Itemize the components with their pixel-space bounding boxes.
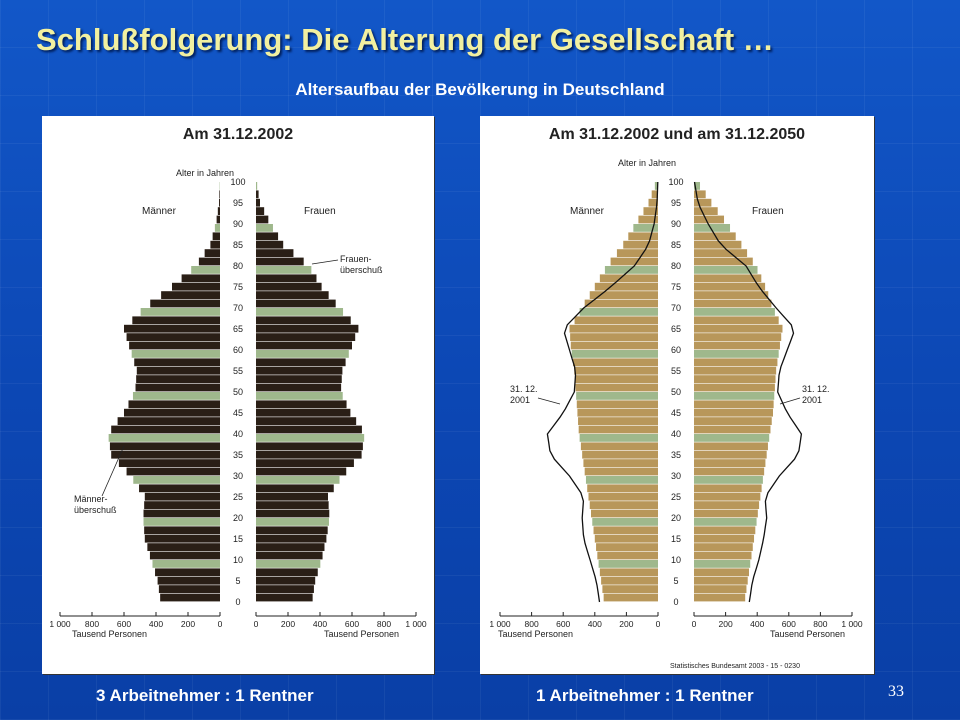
bar-women-age-52 bbox=[694, 375, 776, 383]
bar-women-age-14 bbox=[694, 535, 754, 543]
ratio-2050: 1 Arbeitnehmer : 1 Rentner bbox=[536, 686, 754, 705]
bar-men-age-18 bbox=[592, 518, 658, 526]
bar-women-age-10 bbox=[694, 552, 752, 560]
age-tick-85: 85 bbox=[670, 240, 682, 250]
x-tick-label-left: 1 000 bbox=[489, 619, 511, 629]
bar-men-age-90 bbox=[217, 216, 220, 224]
x-unit-right: Tausend Personen bbox=[324, 629, 400, 639]
x-tick-label-left: 1 000 bbox=[49, 619, 71, 629]
age-tick-25: 25 bbox=[670, 492, 682, 502]
bar-men-age-38 bbox=[109, 434, 220, 442]
x-tick-label-left: 400 bbox=[148, 619, 164, 629]
x-tick-label-left: 200 bbox=[180, 619, 196, 629]
x-tick-label-right: 200 bbox=[280, 619, 296, 629]
bar-women-age-58 bbox=[256, 350, 349, 358]
age-tick-85: 85 bbox=[232, 240, 244, 250]
bar-men-age-40 bbox=[111, 426, 220, 434]
bar-women-age-74 bbox=[256, 283, 322, 291]
bar-women-age-52 bbox=[256, 375, 342, 383]
x-tick-label-right: 600 bbox=[344, 619, 360, 629]
bar-men-age-18 bbox=[144, 518, 220, 526]
outline-label-right-2: 2001 bbox=[802, 395, 823, 405]
x-unit-right: Tausend Personen bbox=[770, 629, 846, 639]
bar-men-age-28 bbox=[133, 476, 220, 484]
bar-men-age-4 bbox=[601, 577, 658, 585]
men-label: Männer bbox=[142, 206, 176, 217]
bar-women-age-40 bbox=[694, 426, 770, 434]
outline-label-left-2: 2001 bbox=[510, 395, 531, 405]
bar-men-age-10 bbox=[597, 552, 658, 560]
bar-women-age-30 bbox=[694, 468, 764, 476]
bar-women-age-90 bbox=[256, 216, 268, 224]
x-tick-label-right: 200 bbox=[718, 619, 733, 629]
bar-women-age-28 bbox=[256, 476, 340, 484]
age-tick-80: 80 bbox=[232, 261, 244, 271]
bar-men-age-80 bbox=[199, 258, 220, 266]
bar-men-age-24 bbox=[588, 493, 658, 501]
x-unit-left: Tausend Personen bbox=[498, 629, 574, 639]
x-tick-label-left: 0 bbox=[217, 619, 223, 629]
bar-men-age-4 bbox=[158, 577, 220, 585]
bar-women-age-12 bbox=[256, 543, 324, 551]
bar-women-age-54 bbox=[694, 367, 776, 375]
bar-men-age-34 bbox=[111, 451, 220, 459]
women-label: Frauen bbox=[752, 206, 784, 217]
bar-women-age-90 bbox=[694, 216, 724, 224]
bar-men-age-82 bbox=[205, 249, 220, 257]
male-surplus-label-1: Männer- bbox=[74, 494, 108, 504]
bar-women-age-68 bbox=[694, 308, 775, 316]
age-tick-10: 10 bbox=[232, 555, 244, 565]
page-number: 33 bbox=[888, 683, 904, 700]
bar-men-age-42 bbox=[578, 417, 658, 425]
bar-men-age-16 bbox=[144, 526, 220, 534]
bar-men-age-28 bbox=[586, 476, 658, 484]
bar-women-age-22 bbox=[256, 501, 329, 509]
bar-men-age-52 bbox=[136, 375, 220, 383]
bar-women-age-54 bbox=[256, 367, 342, 375]
bar-women-age-38 bbox=[694, 434, 769, 442]
age-tick-60: 60 bbox=[670, 345, 682, 355]
x-tick-label-left: 0 bbox=[655, 619, 661, 629]
bar-men-age-48 bbox=[576, 392, 658, 400]
bar-men-age-2 bbox=[159, 585, 220, 593]
bar-women-age-2 bbox=[256, 585, 314, 593]
pyramid-2002-heading: Am 31.12.2002 bbox=[182, 126, 294, 143]
bar-women-age-28 bbox=[694, 476, 763, 484]
bar-men-age-70 bbox=[150, 300, 220, 308]
bar-men-age-62 bbox=[127, 333, 220, 341]
bar-men-age-12 bbox=[596, 543, 658, 551]
bar-women-age-86 bbox=[694, 232, 736, 240]
bar-women-age-72 bbox=[694, 291, 768, 299]
pyramid-2050-heading: Am 31.12.2002 und am 31.12.2050 bbox=[548, 126, 806, 143]
age-tick-70: 70 bbox=[232, 303, 244, 313]
bar-women-age-42 bbox=[694, 417, 772, 425]
age-tick-100: 100 bbox=[668, 177, 684, 187]
bar-men-age-96 bbox=[219, 190, 220, 198]
bar-women-age-32 bbox=[256, 459, 354, 467]
bar-men-age-74 bbox=[595, 283, 658, 291]
bar-men-age-20 bbox=[144, 510, 220, 518]
bar-men-age-14 bbox=[595, 535, 658, 543]
female-surplus-label-1: Frauen- bbox=[340, 254, 372, 264]
bar-women-age-8 bbox=[256, 560, 320, 568]
ratio-2002: 3 Arbeitnehmer : 1 Rentner bbox=[96, 686, 314, 705]
x-tick-label-right: 800 bbox=[376, 619, 392, 629]
bar-women-age-4 bbox=[694, 577, 748, 585]
y-axis-label: Alter in Jahren bbox=[617, 158, 676, 168]
bar-men-age-44 bbox=[124, 409, 220, 417]
bar-men-age-72 bbox=[161, 291, 220, 299]
age-tick-75: 75 bbox=[232, 282, 244, 292]
female-surplus-pointer bbox=[312, 260, 338, 264]
bar-women-age-92 bbox=[256, 207, 264, 215]
age-tick-95: 95 bbox=[670, 198, 682, 208]
bar-women-age-56 bbox=[256, 358, 346, 366]
bar-men-age-44 bbox=[577, 409, 658, 417]
bar-men-age-32 bbox=[583, 459, 658, 467]
bar-women-age-60 bbox=[694, 342, 780, 350]
x-tick-label-right: 1 000 bbox=[841, 619, 863, 629]
bar-men-age-14 bbox=[145, 535, 220, 543]
bar-men-age-58 bbox=[572, 350, 658, 358]
bar-men-age-2 bbox=[602, 585, 658, 593]
bar-men-age-38 bbox=[580, 434, 658, 442]
bar-men-age-76 bbox=[182, 274, 220, 282]
x-tick-label-right: 0 bbox=[691, 619, 697, 629]
age-tick-55: 55 bbox=[232, 366, 244, 376]
bar-men-age-66 bbox=[132, 316, 220, 324]
bar-women-age-34 bbox=[256, 451, 362, 459]
bar-men-age-64 bbox=[124, 325, 220, 333]
bar-men-age-50 bbox=[136, 384, 220, 392]
bar-men-age-26 bbox=[139, 484, 220, 492]
bar-men-age-86 bbox=[213, 232, 220, 240]
bar-men-age-70 bbox=[585, 300, 658, 308]
bar-men-age-16 bbox=[594, 526, 658, 534]
bar-men-age-68 bbox=[141, 308, 220, 316]
bar-women-age-32 bbox=[694, 459, 765, 467]
bar-men-age-42 bbox=[118, 417, 220, 425]
bar-women-age-88 bbox=[256, 224, 273, 232]
x-tick-label-right: 1 000 bbox=[405, 619, 427, 629]
bar-men-age-36 bbox=[581, 442, 658, 450]
bar-men-age-32 bbox=[119, 459, 220, 467]
bar-women-age-82 bbox=[256, 249, 293, 257]
bar-men-age-56 bbox=[573, 358, 658, 366]
bar-women-age-68 bbox=[256, 308, 343, 316]
bar-women-age-26 bbox=[694, 484, 762, 492]
age-tick-5: 5 bbox=[235, 576, 241, 586]
bar-men-age-40 bbox=[579, 426, 658, 434]
bar-women-age-24 bbox=[694, 493, 760, 501]
pyramid-2002-panel bbox=[42, 116, 434, 674]
age-tick-40: 40 bbox=[670, 429, 682, 439]
source-note: Statistisches Bundesamt 2003 - 15 - 0230 bbox=[670, 663, 800, 670]
bar-men-age-0 bbox=[160, 594, 220, 602]
bar-women-age-6 bbox=[694, 568, 749, 576]
bar-women-age-84 bbox=[694, 241, 741, 249]
bar-men-age-66 bbox=[575, 316, 658, 324]
bar-women-age-86 bbox=[256, 232, 278, 240]
bar-men-age-56 bbox=[134, 358, 220, 366]
bar-women-age-48 bbox=[694, 392, 774, 400]
outline-label-left-1: 31. 12. bbox=[510, 384, 538, 394]
bar-women-age-40 bbox=[256, 426, 362, 434]
bar-women-age-62 bbox=[256, 333, 355, 341]
age-tick-70: 70 bbox=[670, 303, 682, 313]
bar-women-age-10 bbox=[256, 552, 323, 560]
bar-women-age-64 bbox=[256, 325, 358, 333]
bar-women-age-92 bbox=[694, 207, 718, 215]
bar-men-age-20 bbox=[591, 510, 658, 518]
bar-men-age-50 bbox=[576, 384, 658, 392]
pyramid-2050-svg bbox=[480, 116, 874, 674]
bar-men-age-22 bbox=[590, 501, 658, 509]
bar-women-age-30 bbox=[256, 468, 346, 476]
bar-women-age-44 bbox=[694, 409, 773, 417]
bar-women-age-6 bbox=[256, 568, 318, 576]
female-surplus-label-2: überschuß bbox=[340, 265, 383, 275]
age-tick-90: 90 bbox=[670, 219, 682, 229]
x-tick-label-left: 600 bbox=[116, 619, 132, 629]
age-tick-15: 15 bbox=[232, 534, 244, 544]
bar-men-age-58 bbox=[132, 350, 220, 358]
bar-women-age-82 bbox=[694, 249, 747, 257]
bar-women-age-24 bbox=[256, 493, 328, 501]
bar-men-age-54 bbox=[137, 367, 220, 375]
bar-women-age-96 bbox=[256, 190, 259, 198]
x-tick-label-left: 800 bbox=[524, 619, 539, 629]
bar-women-age-62 bbox=[694, 333, 781, 341]
age-tick-80: 80 bbox=[670, 261, 682, 271]
bar-men-age-26 bbox=[587, 484, 658, 492]
age-tick-40: 40 bbox=[232, 429, 244, 439]
bar-men-age-12 bbox=[147, 543, 220, 551]
age-tick-55: 55 bbox=[670, 366, 682, 376]
x-tick-label-right: 0 bbox=[253, 619, 259, 629]
bar-women-age-0 bbox=[694, 594, 745, 602]
women-label: Frauen bbox=[304, 206, 336, 217]
bar-women-age-2 bbox=[694, 585, 746, 593]
bar-women-age-34 bbox=[694, 451, 767, 459]
bar-men-age-8 bbox=[599, 560, 658, 568]
x-unit-left: Tausend Personen bbox=[72, 629, 148, 639]
x-tick-label-left: 600 bbox=[556, 619, 571, 629]
x-tick-label-left: 200 bbox=[619, 619, 634, 629]
bar-women-age-56 bbox=[694, 358, 777, 366]
bar-men-age-88 bbox=[215, 224, 220, 232]
male-surplus-label-2: überschuß bbox=[74, 505, 117, 515]
bar-women-age-80 bbox=[256, 258, 304, 266]
bar-women-age-44 bbox=[256, 409, 350, 417]
bar-women-age-72 bbox=[256, 291, 329, 299]
bar-women-age-74 bbox=[694, 283, 765, 291]
slide-subtitle: Altersaufbau der Bevölkerung in Deutschland bbox=[295, 80, 665, 99]
bar-women-age-46 bbox=[256, 400, 347, 408]
bar-men-age-24 bbox=[145, 493, 220, 501]
bar-women-age-66 bbox=[694, 316, 779, 324]
outline-pointer-right bbox=[780, 398, 800, 404]
bar-women-age-94 bbox=[256, 199, 260, 207]
bar-women-age-98 bbox=[256, 182, 257, 190]
bar-women-age-18 bbox=[694, 518, 757, 526]
bar-women-age-58 bbox=[694, 350, 779, 358]
bar-women-age-0 bbox=[256, 594, 313, 602]
age-tick-0: 0 bbox=[235, 597, 241, 607]
x-tick-label-right: 800 bbox=[813, 619, 828, 629]
bar-women-age-42 bbox=[256, 417, 356, 425]
bar-men-age-78 bbox=[605, 266, 658, 274]
x-tick-label-right: 600 bbox=[781, 619, 796, 629]
bar-men-age-36 bbox=[110, 442, 220, 450]
bar-women-age-78 bbox=[256, 266, 311, 274]
bar-women-age-94 bbox=[694, 199, 711, 207]
bar-men-age-6 bbox=[155, 568, 220, 576]
age-tick-15: 15 bbox=[670, 534, 682, 544]
bar-women-age-70 bbox=[694, 300, 771, 308]
outline-label-right-1: 31. 12. bbox=[802, 384, 830, 394]
age-tick-45: 45 bbox=[670, 408, 682, 418]
bar-men-age-80 bbox=[611, 258, 658, 266]
age-tick-65: 65 bbox=[670, 324, 682, 334]
bar-women-age-22 bbox=[694, 501, 759, 509]
bar-men-age-62 bbox=[570, 333, 658, 341]
bar-women-age-26 bbox=[256, 484, 334, 492]
bar-men-age-78 bbox=[191, 266, 220, 274]
bar-women-age-20 bbox=[256, 510, 329, 518]
pyramid-2050-panel bbox=[480, 116, 874, 674]
bar-women-age-50 bbox=[694, 384, 775, 392]
age-tick-100: 100 bbox=[230, 177, 246, 187]
bar-men-age-74 bbox=[172, 283, 220, 291]
bar-women-age-36 bbox=[256, 442, 363, 450]
bar-men-age-22 bbox=[144, 501, 220, 509]
bar-men-age-64 bbox=[570, 325, 658, 333]
bar-men-age-48 bbox=[133, 392, 220, 400]
bar-men-age-6 bbox=[600, 568, 658, 576]
bar-women-age-14 bbox=[256, 535, 326, 543]
bar-women-age-8 bbox=[694, 560, 750, 568]
bar-men-age-54 bbox=[574, 367, 658, 375]
bar-men-age-86 bbox=[628, 232, 658, 240]
bar-men-age-10 bbox=[150, 552, 220, 560]
bar-women-age-76 bbox=[256, 274, 316, 282]
y-axis-label: Alter in Jahren bbox=[175, 168, 234, 178]
bar-men-age-76 bbox=[600, 274, 658, 282]
age-tick-20: 20 bbox=[670, 513, 682, 523]
bar-men-age-52 bbox=[575, 375, 658, 383]
bar-women-age-84 bbox=[256, 241, 283, 249]
bar-women-age-70 bbox=[256, 300, 336, 308]
bar-women-age-20 bbox=[694, 510, 758, 518]
age-tick-10: 10 bbox=[670, 555, 682, 565]
age-tick-45: 45 bbox=[232, 408, 244, 418]
bar-men-age-60 bbox=[129, 342, 220, 350]
bar-women-age-38 bbox=[256, 434, 364, 442]
age-tick-0: 0 bbox=[673, 597, 679, 607]
bar-men-age-0 bbox=[604, 594, 658, 602]
age-tick-25: 25 bbox=[232, 492, 244, 502]
bar-men-age-68 bbox=[580, 308, 658, 316]
bar-men-age-30 bbox=[585, 468, 658, 476]
bar-women-age-16 bbox=[256, 526, 328, 534]
age-tick-35: 35 bbox=[232, 450, 244, 460]
bar-men-age-84 bbox=[210, 241, 220, 249]
men-label: Männer bbox=[570, 206, 604, 217]
x-tick-label-right: 400 bbox=[750, 619, 765, 629]
pyramid-2002-svg bbox=[42, 116, 434, 674]
bar-men-age-94 bbox=[219, 199, 220, 207]
bar-men-age-60 bbox=[571, 342, 658, 350]
age-tick-30: 30 bbox=[232, 471, 244, 481]
age-tick-95: 95 bbox=[232, 198, 244, 208]
bar-men-age-34 bbox=[582, 451, 658, 459]
bar-women-age-60 bbox=[256, 342, 352, 350]
bar-women-age-12 bbox=[694, 543, 753, 551]
bar-women-age-36 bbox=[694, 442, 768, 450]
age-tick-35: 35 bbox=[670, 450, 682, 460]
bar-men-age-92 bbox=[218, 207, 220, 215]
age-tick-60: 60 bbox=[232, 345, 244, 355]
bar-men-age-84 bbox=[623, 241, 658, 249]
age-tick-20: 20 bbox=[232, 513, 244, 523]
bar-men-age-8 bbox=[152, 560, 220, 568]
age-tick-65: 65 bbox=[232, 324, 244, 334]
age-tick-30: 30 bbox=[670, 471, 682, 481]
age-tick-75: 75 bbox=[670, 282, 682, 292]
slide-title: Schlußfolgerung: Die Alterung der Gesellschaft … bbox=[36, 22, 774, 57]
bar-women-age-48 bbox=[256, 392, 343, 400]
age-tick-50: 50 bbox=[670, 387, 682, 397]
bar-women-age-18 bbox=[256, 518, 329, 526]
age-tick-50: 50 bbox=[232, 387, 244, 397]
bar-women-age-16 bbox=[694, 526, 755, 534]
bar-women-age-4 bbox=[256, 577, 315, 585]
bar-men-age-46 bbox=[128, 400, 220, 408]
bar-women-age-50 bbox=[256, 384, 341, 392]
bar-women-age-64 bbox=[694, 325, 782, 333]
age-tick-5: 5 bbox=[673, 576, 679, 586]
x-tick-label-left: 800 bbox=[84, 619, 100, 629]
bar-men-age-30 bbox=[127, 468, 220, 476]
x-tick-label-left: 400 bbox=[587, 619, 602, 629]
bar-men-age-82 bbox=[617, 249, 658, 257]
age-tick-90: 90 bbox=[232, 219, 244, 229]
outline-pointer-left bbox=[538, 398, 560, 404]
bar-women-age-46 bbox=[694, 400, 774, 408]
bar-men-age-46 bbox=[577, 400, 658, 408]
bar-women-age-66 bbox=[256, 316, 351, 324]
x-tick-label-right: 400 bbox=[312, 619, 328, 629]
